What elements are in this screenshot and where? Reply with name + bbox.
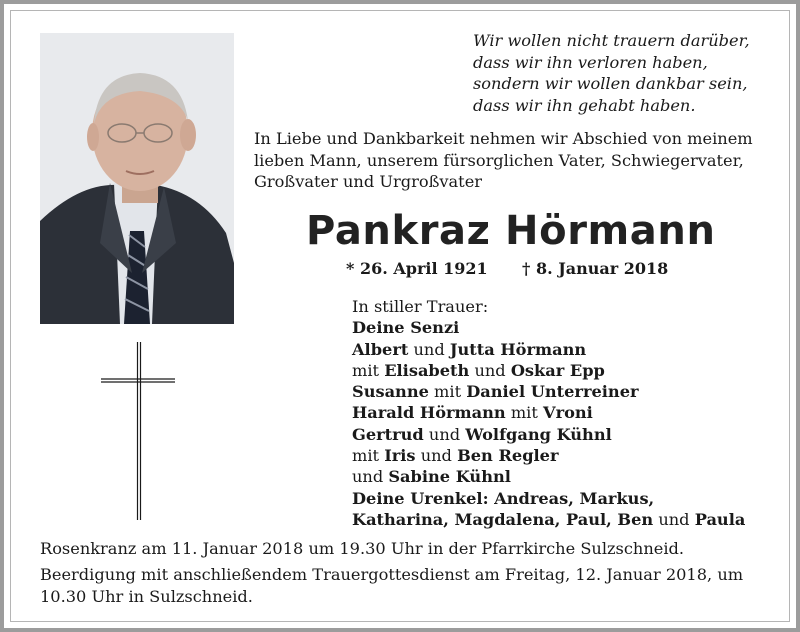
intro-line: Großvater und Urgroßvater: [254, 172, 483, 191]
conjunction: mit: [352, 446, 385, 466]
farewell-text: [254, 128, 784, 193]
conjunction: und: [423, 424, 466, 444]
mourner-name: Deine Urenkel: Andreas, Markus,: [352, 488, 655, 508]
mourner-name: Katharina, Magdalena, Paul, Ben: [352, 509, 654, 529]
conjunction: und: [408, 339, 450, 359]
mourner-line: [352, 339, 772, 360]
mourner-name: Ben Regler: [457, 446, 559, 466]
intro-line: In Liebe und Dankbarkeit nehmen wir Abschied von meinem: [254, 129, 753, 148]
conjunction: und: [415, 446, 458, 466]
poem-line: dass wir ihn verloren haben,: [473, 52, 708, 72]
rosary-text: Rosenkranz am 11. Januar 2018 um 19.30 Uhr in der Pfarrkirche Sulzschneid.: [40, 539, 685, 558]
conjunction: mit: [505, 403, 544, 423]
portrait-photo: [40, 33, 234, 324]
mourner-line: [352, 509, 772, 530]
poem: [473, 30, 793, 116]
mourner-line: [352, 466, 772, 487]
mourner-line: [352, 360, 772, 381]
mourner-name: Deine Senzi: [352, 318, 460, 338]
mourner-name: Albert: [352, 339, 409, 359]
mourner-line: [352, 381, 772, 402]
mourner-line: [352, 402, 772, 423]
mourner-name: Sabine Kühnl: [388, 467, 511, 487]
conjunction: und: [653, 509, 695, 529]
conjunction: und: [469, 360, 511, 380]
mourner-name: Paula: [694, 509, 746, 529]
mourner-name: Vroni: [543, 403, 593, 423]
mourner-name: Harald Hörmann: [352, 403, 506, 423]
intro-line: lieben Mann, unserem fürsorglichen Vater, Schwiegervater,: [254, 150, 744, 170]
cross-icon: [100, 340, 176, 522]
mourner-name: Elisabeth: [384, 360, 470, 380]
mourner-name: Oskar Epp: [510, 360, 605, 380]
mourner-name: Jutta Hörmann: [449, 339, 587, 359]
mourner-name: Iris: [384, 446, 416, 466]
poem-line: Wir wollen nicht trauern darüber,: [473, 31, 750, 50]
funeral-notice: [40, 564, 780, 607]
mourner-line: [352, 424, 772, 445]
portrait-illustration: [40, 33, 234, 324]
rosary-notice: [40, 538, 780, 560]
birth-date: * 26. April 1921: [346, 259, 488, 278]
funeral-text-line: Beerdigung mit anschließendem Trauergottesdienst am Freitag, 12. Januar 2018, um: [40, 565, 744, 584]
mourner-line: [352, 445, 772, 466]
mourner-name: Susanne: [352, 382, 429, 402]
mourner-name: Gertrud: [352, 424, 424, 444]
conjunction: und: [352, 467, 389, 487]
deceased-name: Pankraz Hörmann: [306, 208, 716, 254]
mourner-line: [352, 488, 772, 509]
mourners-list: [352, 296, 772, 530]
death-date: † 8. Januar 2018: [522, 259, 669, 278]
mourner-name: Wolfgang Kühnl: [465, 424, 612, 444]
poem-line: dass wir ihn gehabt haben.: [473, 95, 696, 115]
poem-line: sondern wir wollen dankbar sein,: [473, 74, 748, 93]
conjunction: mit: [352, 360, 385, 380]
conjunction: mit: [428, 382, 467, 402]
funeral-text-line: 10.30 Uhr in Sulzschneid.: [40, 586, 253, 606]
mourner-line: [352, 317, 772, 338]
mourners-heading: In stiller Trauer:: [352, 297, 489, 316]
mourner-name: Daniel Unterreiner: [466, 382, 639, 402]
